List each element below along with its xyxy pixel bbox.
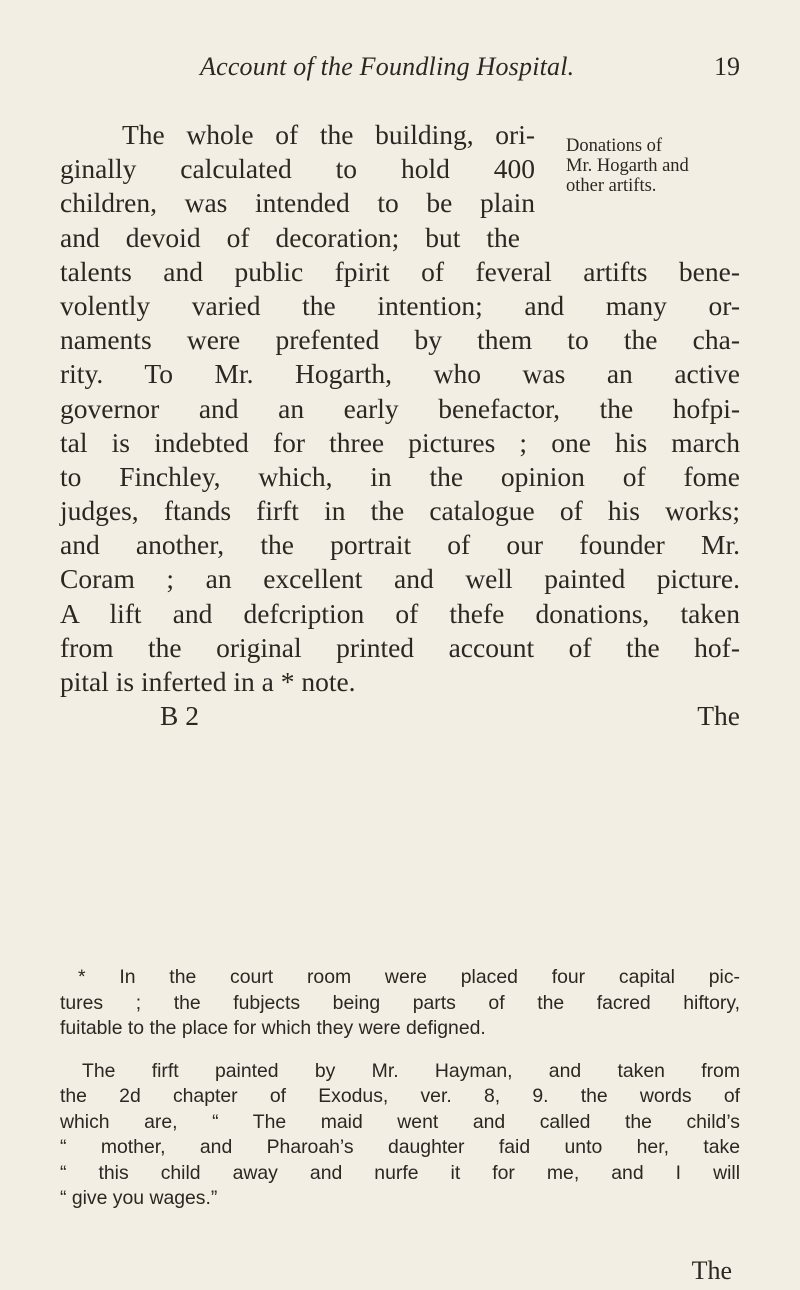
text-line: talents and public fpirit of feveral artifts bene- [60, 255, 740, 287]
signature-line [60, 699, 740, 733]
footnote-line: “ give you wages.” [60, 1187, 218, 1209]
text-line: Coram ; an excellent and well painted picture. [60, 563, 740, 595]
footnote-gap [60, 1042, 740, 1059]
signature-mark: B 2 [160, 700, 199, 732]
text-line: and devoid of decoration; but the [60, 221, 520, 253]
footnote-line: “ mother, and Pharoah’s daughter faid unto her, take [60, 1136, 740, 1158]
footnote-line: * In the court room were placed four capital pic- [78, 966, 740, 988]
footnote [60, 965, 740, 1212]
catchword: The [697, 700, 740, 732]
footnote-line: fuitable to the place for which they were defigned. [60, 1017, 486, 1039]
margin-note-line: Mr. Hogarth and [566, 156, 689, 176]
running-title: Account of the Foundling Hospital. [200, 52, 575, 81]
text-line: The whole of the building, ori- [122, 119, 535, 150]
text-line: children, was intended to be plain [60, 187, 535, 219]
margin-note-line: other artifts. [566, 176, 657, 196]
text-line: governor and an early benefactor, the hofpi- [60, 392, 740, 424]
text-line: from the original printed account of the hof- [60, 631, 740, 663]
footnote-line: the 2d chapter of Exodus, ver. 8, 9. the words of [60, 1085, 740, 1107]
text-line: to Finchley, which, in the opinion of fome [60, 460, 740, 492]
footnote-line: The firft painted by Mr. Hayman, and taken from [82, 1059, 740, 1082]
main-text [60, 118, 740, 733]
page-number: 19 [714, 52, 740, 81]
footnote-line: tures ; the fubjects being parts of the facred hiftory, [60, 991, 740, 1014]
text-line: rity. To Mr. Hogarth, who was an active [60, 358, 740, 390]
text-line: A lift and defcription of thefe donations, taken [60, 597, 740, 629]
footnote-line: “ this child away and nurfe it for me, and I will [60, 1161, 740, 1184]
footnote-line: which are, “ The maid went and called the child’s [60, 1110, 740, 1133]
text-line: tal is indebted for three pictures ; one his march [60, 426, 740, 458]
running-head [200, 52, 740, 92]
text-line: ginally calculated to hold 400 [60, 153, 535, 185]
text-line: pital is inferted in a * note. [60, 666, 356, 697]
margin-note-line: Donations of [566, 136, 663, 156]
page-catchword: The [691, 1256, 732, 1285]
text-line: and another, the portrait of our founder Mr. [60, 529, 740, 561]
text-line: naments were prefented by them to the cha- [60, 324, 740, 356]
text-line: volently varied the intention; and many or- [60, 289, 740, 321]
text-line: judges, ftands firft in the catalogue of his works; [60, 495, 740, 527]
